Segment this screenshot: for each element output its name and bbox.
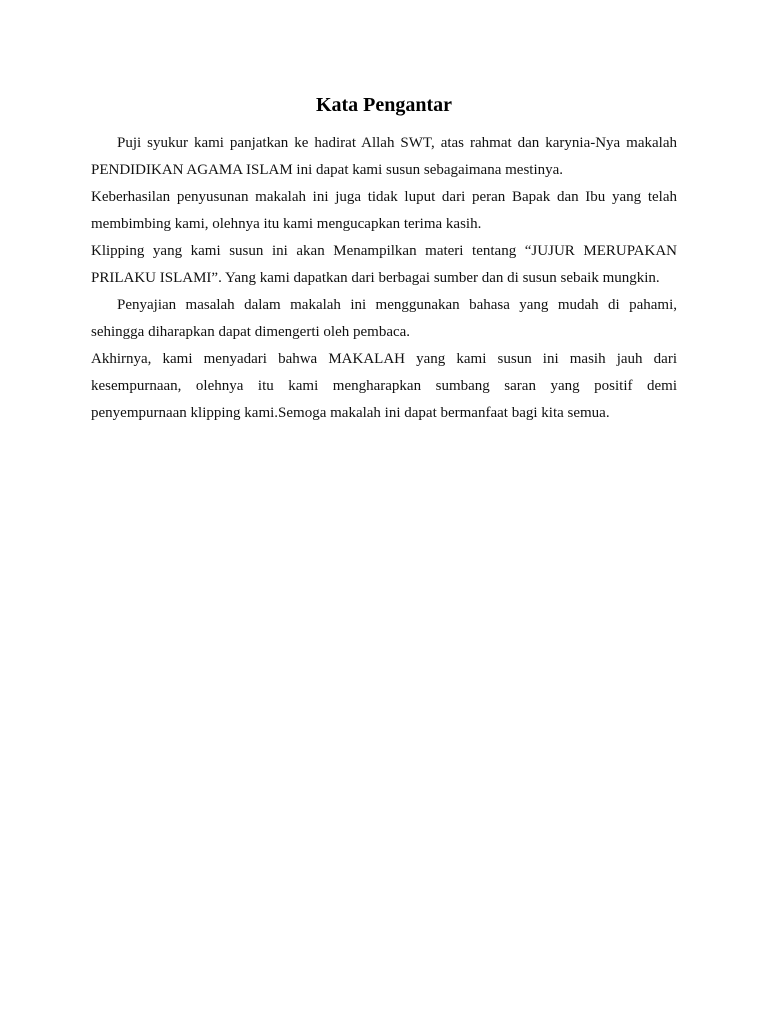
page-title: Kata Pengantar	[315, 94, 453, 116]
paragraph-language: Penyajian masalah dalam makalah ini menggunakan bahasa yang mudah di pahami, sehingga diharapkan dapat dimengerti oleh pembaca.	[91, 297, 677, 340]
paragraph-closing: Akhirnya, kami menyadari bahwa MAKALAH yang kami susun ini masih jauh dari kesempurnaan, olehnya itu kami mengharapkan sumbang saran yang positif demi penyempurnaan klipping kami.Semoga makalah ini dapat bermanfaat bagi kita semua.	[91, 351, 677, 421]
document-body	[91, 130, 677, 427]
paragraph-topic: Klipping yang kami susun ini akan Menampilkan materi tentang “JUJUR MERUPAKAN PRILAKU ISLAMI”. Yang kami dapatkan dari berbagai sumber dan di susun sebaik mungkin.	[91, 243, 677, 286]
paragraph-acknowledgement: Keberhasilan penyusunan makalah ini juga tidak luput dari peran Bapak dan Ibu yang telah membimbing kami, olehnya itu kami mengucapkan terima kasih.	[91, 189, 677, 232]
paragraph-gratitude: Puji syukur kami panjatkan ke hadirat Allah SWT, atas rahmat dan karynia-Nya makalah PENDIDIKAN AGAMA ISLAM ini dapat kami susun sebagaimana mestinya.	[91, 135, 677, 178]
